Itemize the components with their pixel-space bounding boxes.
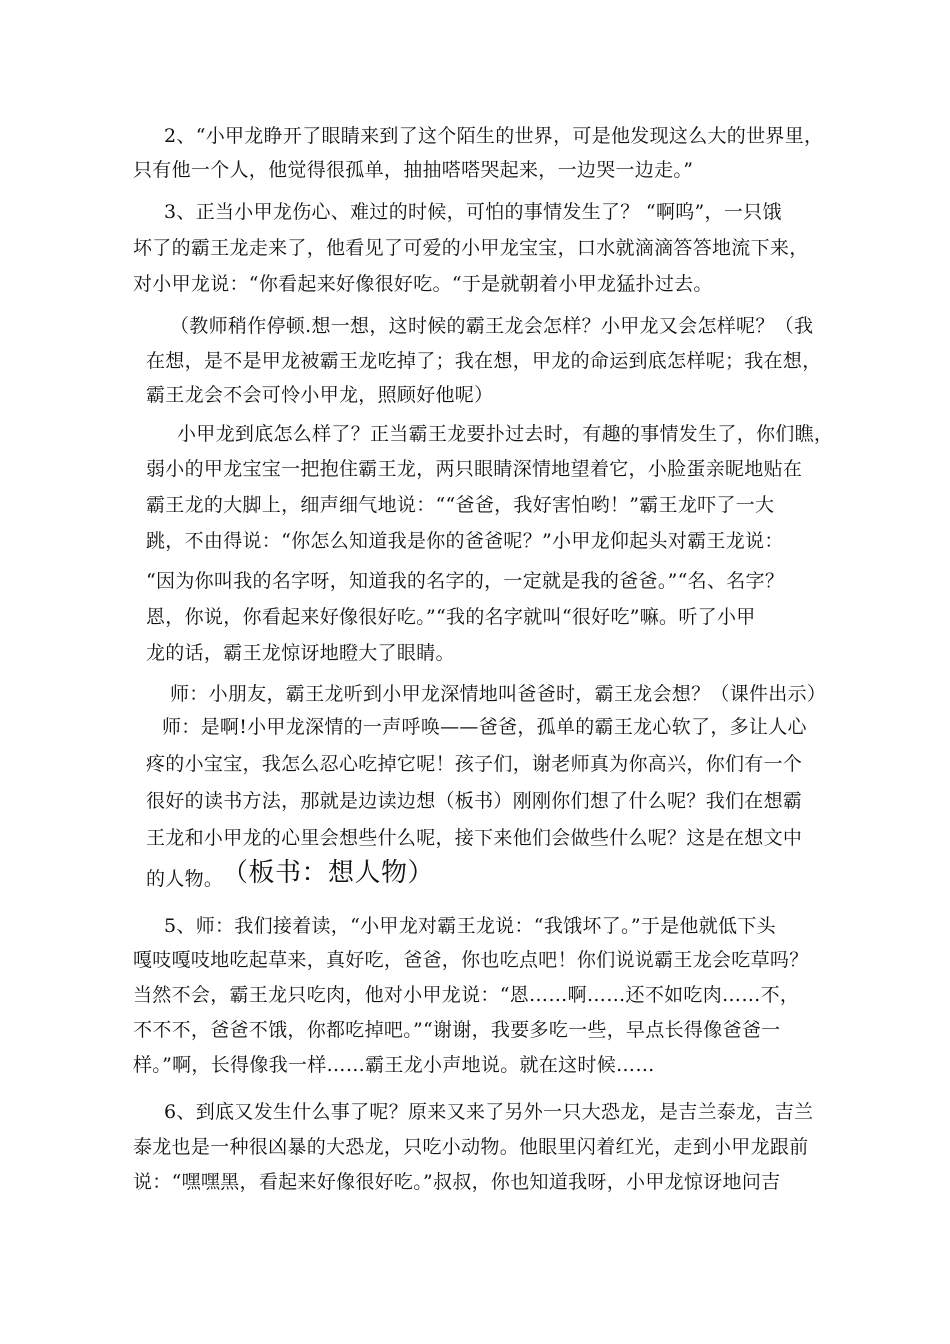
text-line: 恩，你说，你看起来好像很好吃。”“我的名字就叫“很好吃”嘛。听了小甲	[146, 606, 756, 628]
text-line: 2、“小甲龙睁开了眼睛来到了这个陌生的世界，可是他发现这么大的世界里，	[164, 125, 824, 147]
text-line: 不不不，爸爸不饿，你都吃掉吧。”“谢谢，我要多吃一些，早点长得像爸爸一	[133, 1019, 781, 1041]
text-line: 当然不会，霸王龙只吃肉，他对小甲龙说：“恩……啊……还不如吃肉……不，	[133, 984, 800, 1006]
text-line: 说：“嘿嘿黑，看起来好像很好吃。”叔叔，你也知道我呀，小甲龙惊讶地问吉	[133, 1171, 781, 1193]
text-line: 疼的小宝宝，我怎么忍心吃掉它呢！孩子们，谢老师真为你高兴，你们有一个	[146, 753, 803, 775]
text-line: 龙的话，霸王龙惊讶地瞪大了眼睛。	[146, 642, 455, 664]
text-line: 跳，不由得说：“你怎么知道我是你的爸爸呢？”小甲龙仰起头对霸王龙说：	[146, 530, 784, 552]
text-line: “因为你叫我的名字呀，知道我的名字的，一定就是我的爸爸。”“名、名字？	[146, 570, 785, 592]
text-line: 在想，是不是甲龙被霸王龙吃掉了；我在想，甲龙的命运到底怎样呢；我在想，	[146, 350, 822, 372]
text-line: 3、正当小甲龙伤心、难过的时候，可怕的事情发生了？ “啊呜”，一只饿	[164, 201, 782, 223]
board-heading: （板书：想人物）	[222, 858, 435, 888]
text-line: 只有他一个人，他觉得很孤单，抽抽嗒嗒哭起来，一边哭一边走。”	[133, 159, 694, 181]
text-line: 师：是啊!小甲龙深情的一声呼唤——爸爸，孤单的霸王龙心软了，多让人心	[162, 716, 807, 738]
text-line: 很好的读书方法，那就是边读边想（板书）刚刚你们想了什么呢？我们在想霸	[146, 790, 803, 812]
text-line: 小甲龙到底怎么样了？正当霸王龙要扑过去时，有趣的事情发生了，你们瞧，	[177, 423, 834, 445]
text-line: 霸王龙会不会可怜小甲龙，照顾好他呢）	[146, 384, 494, 406]
text-line: 弱小的甲龙宝宝一把抱住霸王龙，两只眼睛深情地望着它，小脸蛋亲昵地贴在	[146, 458, 803, 480]
text-line: 霸王龙的大脚上，细声细气地说：““爸爸，我好害怕哟！”霸王龙吓了一大	[146, 494, 775, 516]
text-line: （教师稍作停顿.想一想，这时候的霸王龙会怎样？小甲龙又会怎样呢？（我	[170, 315, 814, 337]
text-line: 6、到底又发生什么事了呢？原来又来了另外一只大恐龙，是吉兰泰龙，吉兰	[164, 1101, 814, 1123]
text-line: 坏了的霸王龙走来了，他看见了可爱的小甲龙宝宝，口水就滴滴答答地流下来，	[133, 237, 809, 259]
text-line: 师：小朋友，霸王龙听到小甲龙深情地叫爸爸时，霸王龙会想？（课件出示）	[170, 683, 827, 705]
text-line: 王龙和小甲龙的心里会想些什么呢，接下来他们会做些什么呢？这是在想文中	[146, 827, 803, 849]
text-line: 泰龙也是一种很凶暴的大恐龙，只吃小动物。他眼里闪着红光，走到小甲龙跟前	[133, 1136, 809, 1158]
text-line: 5、师：我们接着读，“小甲龙对霸王龙说：“我饿坏了。”于是他就低下头	[164, 915, 776, 937]
text-line: 嘎吱嘎吱地吃起草来，真好吃，爸爸，你也吃点吧！你们说说霸王龙会吃草吗？	[133, 949, 809, 971]
text-line: 的人物。	[146, 868, 224, 890]
text-line: 样。”啊，长得像我一样……霸王龙小声地说。就在这时候……	[133, 1054, 655, 1076]
text-line: 对小甲龙说：“你看起来好像很好吃。“于是就朝着小甲龙猛扑过去。	[133, 273, 713, 295]
